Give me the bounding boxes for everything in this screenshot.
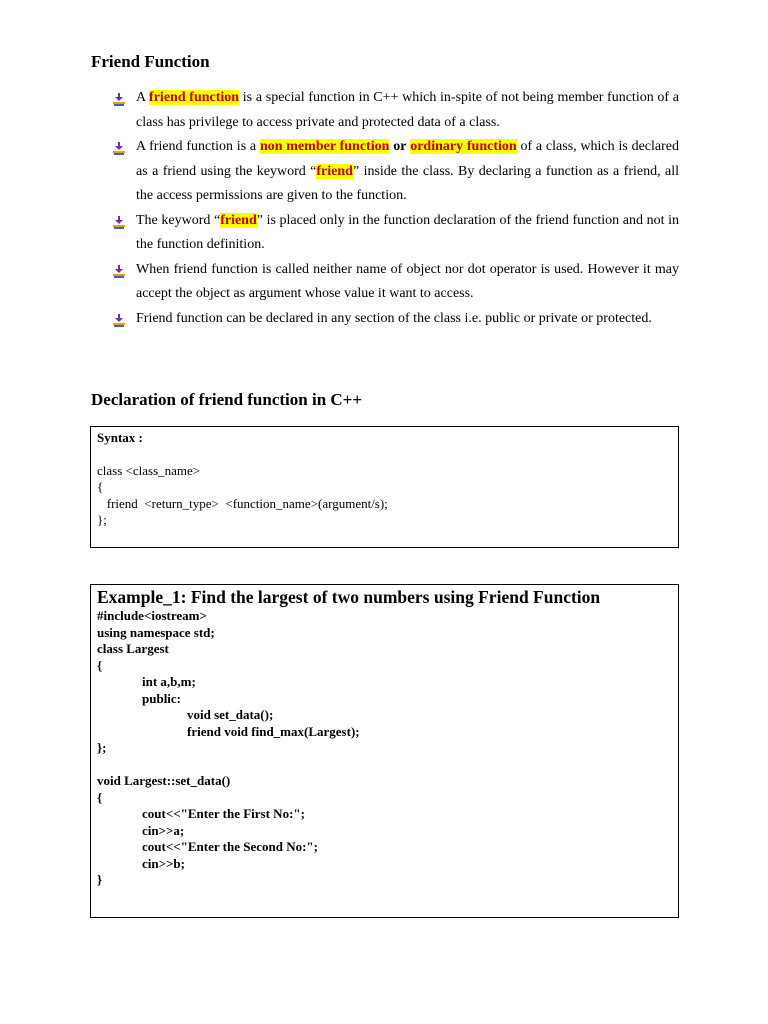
highlighted-term: ordinary function (410, 139, 517, 154)
download-arrow-icon (113, 91, 125, 104)
code-line: cin>>a; (142, 822, 185, 838)
code-line: public: (142, 690, 182, 706)
code-line: } (97, 872, 103, 887)
download-arrow-icon (113, 140, 125, 153)
bullet-text: is a special function in C++ which in-spite of not being member function of a class has privilege to access private and protected data of a class. (136, 90, 679, 130)
bullet-item (113, 258, 679, 307)
bullet-text: ” is placed only in the function declaration of the friend function and not in the function definition. (136, 212, 680, 252)
syntax-line: }; (97, 512, 107, 527)
bullet-text: or (393, 139, 407, 154)
bullet-text: of a class, which is declared as a friend using the keyword “ (136, 139, 679, 179)
syntax-heading: Syntax : (97, 430, 143, 445)
section-title-declaration: Declaration of friend function in C++ (91, 390, 363, 409)
bullet-text: When friend function is called neither name of object nor dot operator is used. However it may accept the object as argument whose value it want to access. (136, 261, 679, 301)
syntax-line: { (97, 479, 104, 494)
code-line: cout<<"Enter the Second No:"; (142, 839, 318, 854)
bullet-text: The keyword “ (136, 212, 221, 228)
syntax-line: friend <return_type> <function_name>(argument/s); (97, 495, 388, 511)
example-title: Example_1: Find the largest of two numbers using Friend Function (97, 587, 601, 607)
highlighted-term: friend function (149, 90, 240, 105)
section-title-friend-function: Friend Function (91, 52, 210, 71)
code-line: #include<iostream> (97, 608, 207, 623)
bullet-item (113, 135, 679, 209)
highlighted-term: friend (316, 163, 353, 179)
code-line: cin>>b; (142, 855, 185, 871)
code-line: { (97, 789, 103, 805)
code-line: class Largest (97, 641, 169, 656)
code-line: }; (97, 740, 107, 755)
bullet-item (113, 307, 679, 332)
code-line: void Largest::set_data() (97, 773, 231, 788)
bullet-text: ” inside the class. By declaring a function as a friend, all the access permissions are given to the function. (136, 163, 679, 203)
code-line: using namespace std; (97, 624, 215, 640)
code-line: void set_data(); (187, 707, 274, 722)
download-arrow-icon (113, 312, 125, 325)
example-box (90, 584, 679, 918)
syntax-box (90, 426, 679, 548)
bullet-text: A friend function is a (136, 139, 260, 154)
syntax-line: class <class_name> (97, 462, 201, 478)
bullet-text: A (136, 90, 150, 105)
code-line: { (97, 657, 103, 673)
code-line: int a,b,m; (142, 674, 196, 689)
bullet-list (113, 86, 679, 331)
bullet-item (113, 209, 679, 258)
download-arrow-icon (113, 214, 125, 227)
highlighted-term: friend (220, 212, 257, 228)
bullet-item (113, 86, 679, 135)
highlighted-term: non member function (259, 139, 390, 154)
code-line: friend void find_max(Largest); (187, 723, 360, 739)
download-arrow-icon (113, 263, 125, 276)
code-line: cout<<"Enter the First No:"; (142, 806, 305, 821)
bullet-text: Friend function can be declared in any section of the class i.e. public or private or protected. (136, 310, 652, 326)
